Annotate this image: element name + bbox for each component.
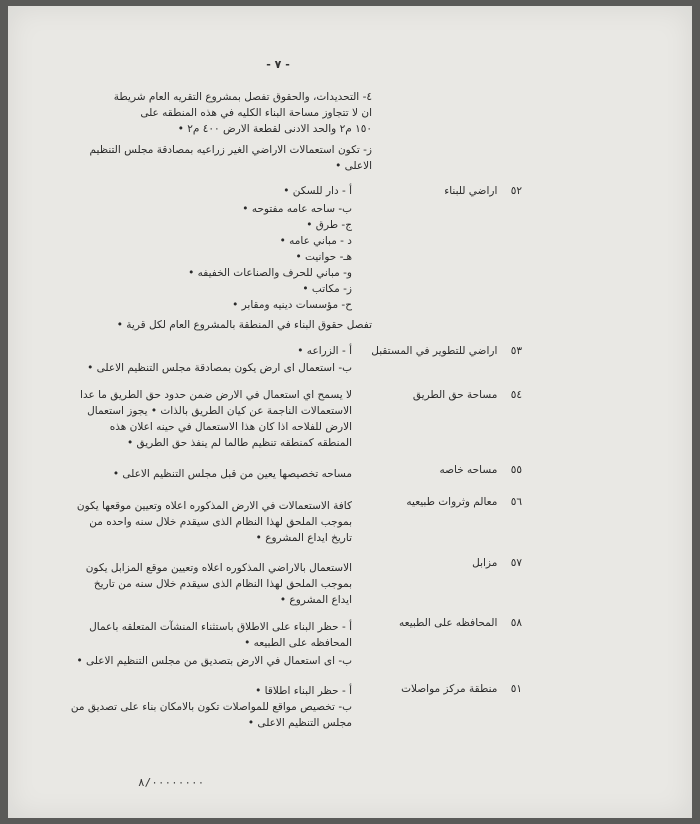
section-heading xyxy=(399,616,522,630)
text-line: ز- مكاتب • xyxy=(302,283,352,295)
text-line: بموجب الملحق لهذا النظام الذى سيقدم خلال سنه من تاريخ xyxy=(93,578,352,590)
text-line: الارض للفلاحه اذا كان هذا الاستعمال في حينه اعلان هذه xyxy=(109,421,352,433)
section-number: ٥٨ xyxy=(510,617,522,629)
text-line: ايداع المشروع • xyxy=(279,594,352,606)
text-line: و- مباني للحرف والصناعات الخفيفه • xyxy=(188,267,352,279)
text-line: ب- تخصيص مواقع للمواصلات تكون بالامكان بناء على تصديق من xyxy=(70,701,352,713)
document-page xyxy=(8,6,692,818)
section-title: مساحة حق الطريق xyxy=(412,389,498,401)
text-line: ب- اى استعمال في الارض بتصديق من مجلس التنظيم الاعلى • xyxy=(76,655,352,667)
section-heading xyxy=(413,388,522,402)
text-line: ب- استعمال اى ارض يكون بمصادقة مجلس التنظيم الاعلى • xyxy=(87,362,352,374)
text-line: تفصل حقوق البناء في المنطقة بالمشروع العام لكل قرية • xyxy=(116,319,372,331)
section-title: المحافظه على الطبيعه xyxy=(399,617,498,629)
text-line: الاستعمال بالاراضي المذكوره اعلاه وتعيين موقع المزابل يكون xyxy=(85,562,352,574)
section-number: ٥٤ xyxy=(510,389,522,401)
section-title: منطقة مركز مواصلات xyxy=(401,683,498,695)
section-heading xyxy=(472,556,522,570)
text-line: هـ- حوانيت • xyxy=(295,251,352,263)
text-line: الاعلى • xyxy=(335,160,372,172)
section-title: معالم وثروات طبيعيه xyxy=(406,496,498,508)
section-number: ٥٢ xyxy=(510,185,522,197)
text-line: د - مباني عامه • xyxy=(279,235,352,247)
section-number: ٥٥ xyxy=(510,464,522,476)
text-line: ان لا تتجاوز مساحة البناء الكليه في هذه المنطقه على xyxy=(140,107,372,119)
section-number: ٥٦ xyxy=(510,496,522,508)
text-line: المحافظه على الطبيعه • xyxy=(244,637,352,649)
text-line: لا يسمح اي استعمال في الارض ضمن حدود حق الطريق ما عدا xyxy=(80,389,352,401)
section-title: مزابل xyxy=(472,557,498,569)
section-number: ٥١ xyxy=(510,683,522,695)
section-heading xyxy=(439,463,522,477)
text-line: ح- مؤسسات دينيه ومقابر • xyxy=(232,299,352,311)
section-heading xyxy=(444,184,522,198)
footer-code: ٨/٠٠٠٠٠٠٠٠ xyxy=(138,776,205,789)
text-line: ز- تكون استعمالات الاراضي الغير زراعيه بمصادقة مجلس التنظيم xyxy=(89,144,372,156)
section-title: اراضي للتطوير في المستقبل xyxy=(371,345,498,357)
text-line: تاريخ ايداع المشروع • xyxy=(255,532,352,544)
text-line: مساحه تخصيصها يعين من قبل مجلس التنظيم الاعلى • xyxy=(112,468,352,480)
text-line: المنطقه كمنطقه تنظيم طالما لم ينفذ حق الطريق • xyxy=(126,437,352,449)
text-line: ب- ساحه عامه مفتوحه • xyxy=(242,203,352,215)
section-number: ٥٧ xyxy=(510,557,522,569)
section-heading xyxy=(401,682,522,696)
section-title: اراضي للبناء xyxy=(444,185,498,197)
text-line: مجلس التنظيم الاعلى • xyxy=(247,717,352,729)
text-line: بموجب الملحق لهذا النظام الذى سيقدم خلال سنه واحده من xyxy=(89,516,352,528)
text-line: ج- طرق • xyxy=(306,219,352,231)
text-line: الاستعمالات الناجمة عن كيان الطريق بالذات • يجوز استعمال xyxy=(87,405,352,417)
text-line: أ - حظر البناء اطلاقا • xyxy=(255,685,352,697)
section-heading xyxy=(406,495,522,509)
page-number: - ٧ - xyxy=(266,58,290,71)
section-heading xyxy=(371,344,522,358)
text-line: ٤- التحديدات، والحقوق تفصل بمشروع التقريه العام شريطة xyxy=(113,91,372,103)
text-line: كافة الاستعمالات في الارض المذكوره اعلاه وتعيين موقعها يكون xyxy=(76,500,352,512)
text-line: أ - حظر البناء على الاطلاق باستثناء المنشآت المتعلقه باعمال xyxy=(89,621,352,633)
section-title: مساحه خاصه xyxy=(439,464,498,476)
text-line: أ - دار للسكن • xyxy=(283,185,352,197)
text-line: ١٥٠ م٢ والحد الادنى لقطعة الارض ٤٠٠ م٢ • xyxy=(177,123,372,135)
text-line: أ - الزراعه • xyxy=(297,345,352,357)
section-number: ٥٣ xyxy=(510,345,522,357)
